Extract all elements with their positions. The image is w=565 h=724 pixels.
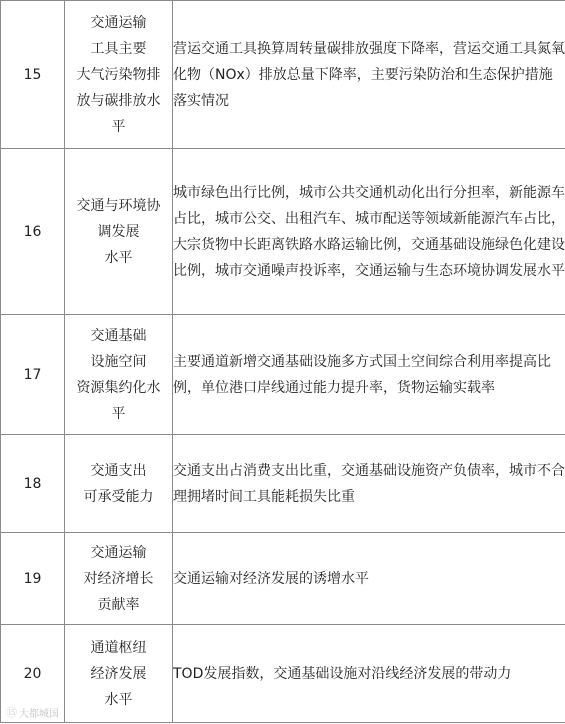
indicator-description: 营运交通工具换算周转量碳排放强度下降率，营运交通工具氮氧化物（NOx）排放总量下降率，主要污染防治和生态保护措施落实情况 (173, 1, 565, 149)
category-line: 对经济增长 (83, 570, 154, 587)
row-number: 20 (1, 625, 65, 723)
category-line: 可承受能力 (83, 488, 154, 505)
category-line: 水平 (104, 249, 133, 266)
indicator-category (65, 435, 173, 533)
table-row (1, 625, 565, 723)
indicator-category (65, 1, 173, 149)
category-line: 经济发展 (90, 665, 147, 682)
indicator-category (65, 315, 173, 435)
category-line: 交通基础 (90, 327, 147, 344)
table-row (1, 1, 565, 149)
category-line: 交通运输 (90, 14, 147, 31)
category-line: 通道枢纽 (90, 639, 147, 656)
category-line: 交通支出 (90, 462, 147, 479)
row-number: 17 (1, 315, 65, 435)
table-row (1, 149, 565, 315)
category-line: 交通运输 (90, 544, 147, 561)
indicator-category (65, 149, 173, 315)
watermark-text: 大都城国 (19, 708, 59, 720)
row-number: 16 (1, 149, 65, 315)
indicator-description: 交通支出占消费支出比重，交通基础设施资产负债率，城市不合理拥堵时间工具能耗损失比重 (173, 435, 565, 533)
watermark-logo-icon: ⑮ (6, 706, 17, 719)
category-line: 交通与环境协 (76, 197, 161, 214)
category-line: 工具主要 (90, 40, 147, 57)
category-line: 资源集约化水 (76, 379, 161, 396)
row-number: 19 (1, 533, 65, 625)
category-line: 贡献率 (97, 596, 140, 613)
table-row (1, 315, 565, 435)
category-line: 平 (111, 405, 126, 422)
indicator-description: TOD发展指数，交通基础设施对沿线经济发展的带动力 (173, 625, 565, 723)
category-line: 设施空间 (90, 353, 147, 370)
watermark (6, 704, 59, 720)
indicator-category (65, 625, 173, 723)
indicator-description: 主要通道新增交通基础设施多方式国土空间综合利用率提高比例，单位港口岸线通过能力提升率，货物运输实载率 (173, 315, 565, 435)
row-number: 15 (1, 1, 65, 149)
row-number: 18 (1, 435, 65, 533)
indicator-category (65, 533, 173, 625)
indicator-description: 交通运输对经济发展的诱增水平 (173, 533, 565, 625)
category-line: 大气污染物排 (76, 66, 161, 83)
category-line: 水平 (104, 691, 133, 708)
indicator-description: 城市绿色出行比例，城市公共交通机动化出行分担率，新能源车占比，城市公交、出租汽车、城市配送等领域新能源汽车占比，大宗货物中长距离铁路水路运输比例，交通基础设施绿色化建设比例，城市交通噪声投诉率，交通运输与生态环境协调发展水平 (173, 149, 565, 315)
table-row (1, 533, 565, 625)
category-line: 调发展 (97, 223, 140, 240)
category-line: 平 (111, 118, 126, 135)
category-line: 放与碳排放水 (76, 92, 161, 109)
table-row (1, 435, 565, 533)
